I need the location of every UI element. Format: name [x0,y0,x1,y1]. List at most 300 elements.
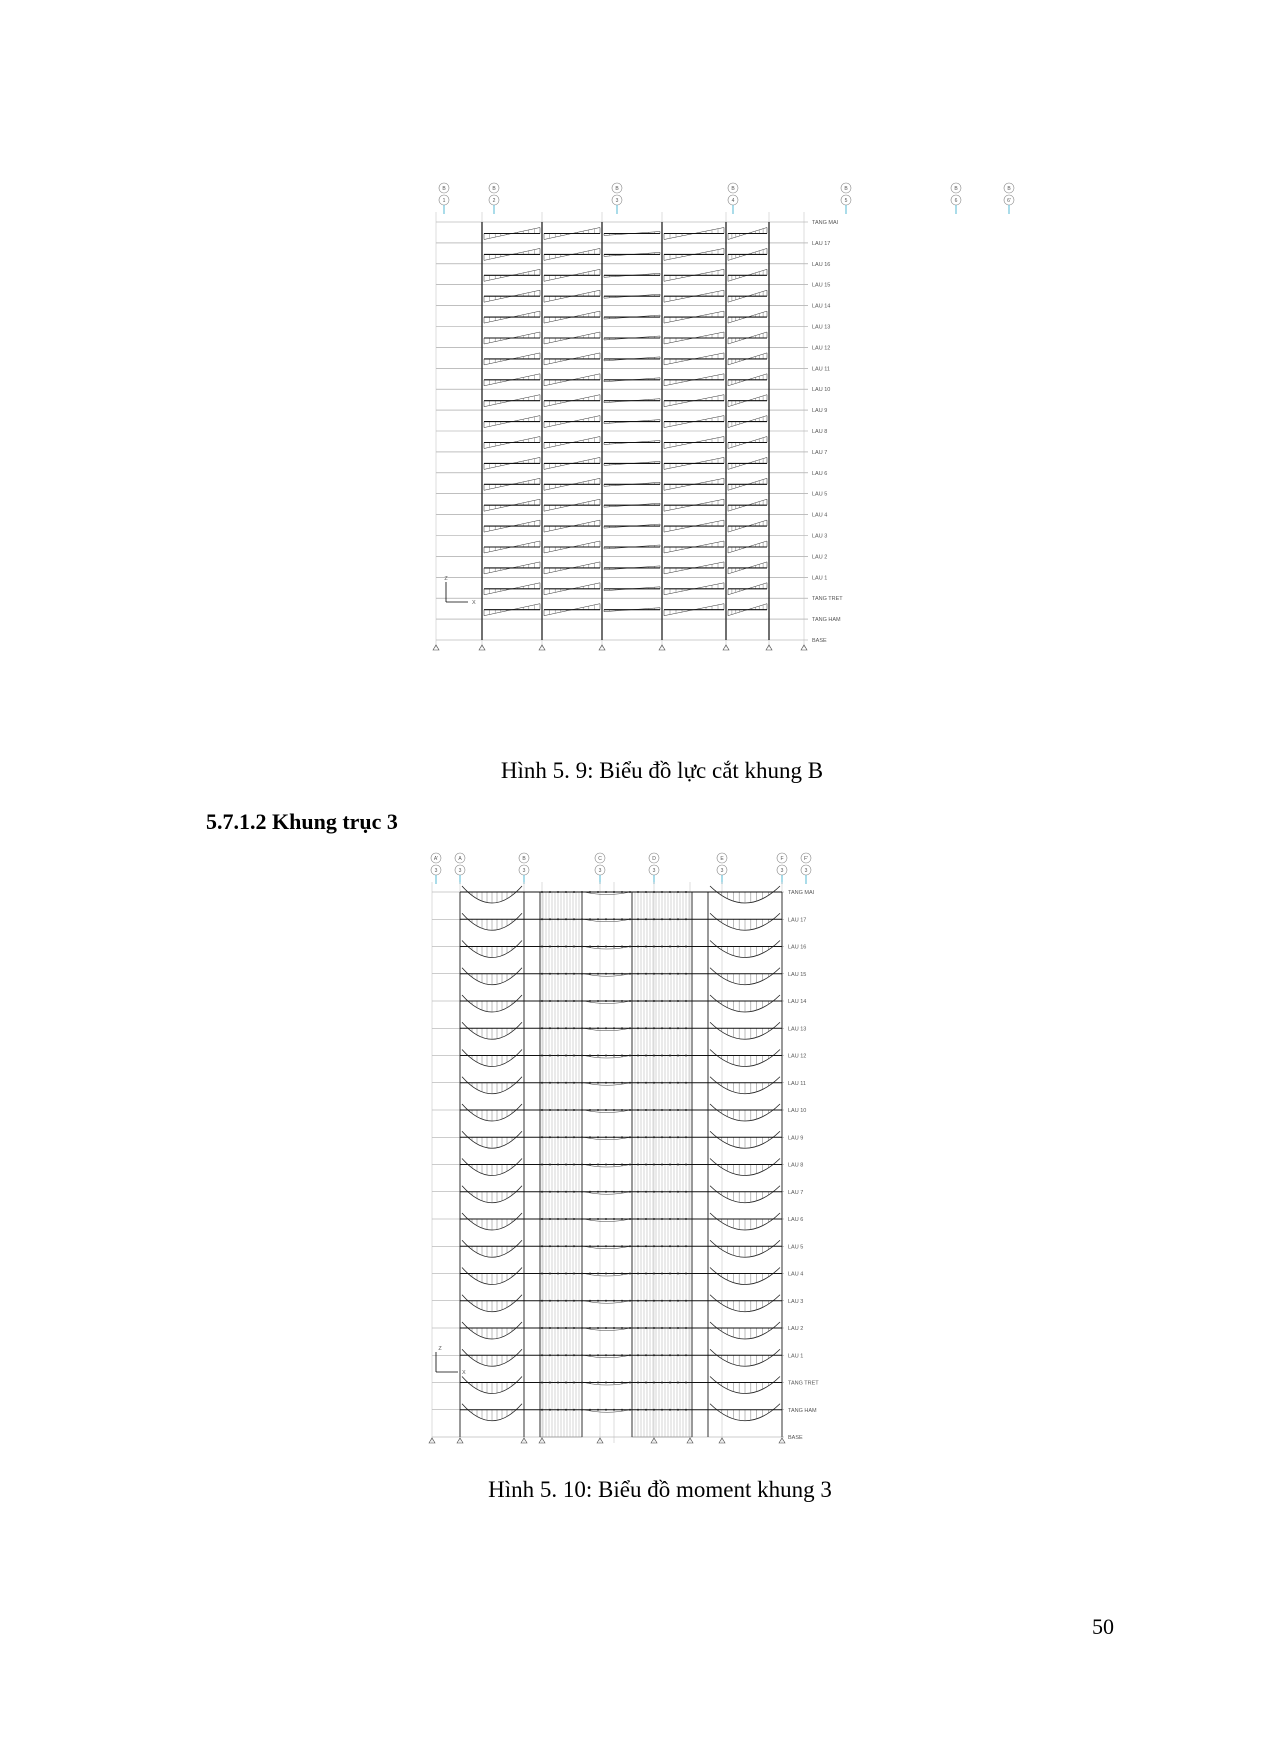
joint-dot [573,1218,575,1220]
joint-dot [629,1218,631,1220]
shear-force-diagram-frame-b [436,182,1011,724]
joint-dot [557,1000,559,1002]
joint-dot [573,1136,575,1138]
joint-dot [637,1245,639,1247]
floor-label: LAU 10 [812,387,831,394]
joint-dot [557,891,559,893]
floor-label: LAU 8 [788,1162,804,1169]
joint-dot [653,1245,655,1247]
joint-dot [637,1082,639,1084]
joint-dot [645,1218,647,1220]
joint-dot [621,1164,623,1166]
joint-dot [597,1382,599,1384]
floor-label: LAU 9 [812,408,828,415]
joint-dot [597,918,599,920]
joint-dot [613,1164,615,1166]
joint-dot [685,1164,687,1166]
grid-label: 3 [615,198,619,204]
joint-dot [589,918,591,920]
joint-dot [661,1354,663,1356]
joint-dot [605,1245,607,1247]
floor-label: LAU 6 [812,470,828,477]
joint-dot [645,946,647,948]
grid-bubble-letter: B [615,186,619,192]
joint-dot [685,1191,687,1193]
joint-dot [605,1109,607,1111]
joint-dot [557,1300,559,1302]
joint-dot [629,1136,631,1138]
joint-dot [677,1354,679,1356]
joint-dot [685,1409,687,1411]
joint-dot [637,1409,639,1411]
joint-dot [637,1382,639,1384]
joint-dot [621,891,623,893]
joint-dot [565,1082,567,1084]
joint-dot [685,946,687,948]
joint-dot [581,1136,583,1138]
joint-dot [661,1027,663,1029]
joint-dot [637,1300,639,1302]
axis-label: Z [438,1346,442,1352]
joint-dot [685,1245,687,1247]
joint-dot [677,1000,679,1002]
joint-dot [613,1354,615,1356]
joint-dot [589,1164,591,1166]
floor-label: BASE [788,1435,803,1441]
joint-dot [669,1300,671,1302]
joint-dot [661,1409,663,1411]
joint-dot [621,946,623,948]
joint-dot [541,1354,543,1356]
joint-dot [581,1354,583,1356]
grid-label: 5 [844,198,848,204]
section-heading: 5.7.1.2 Khung trục 3 [206,809,398,834]
joint-dot [549,946,551,948]
joint-dot [589,1027,591,1029]
joint-dot [645,1164,647,1166]
joint-dot [597,1000,599,1002]
joint-dot [637,1055,639,1057]
joint-dot [677,891,679,893]
joint-dot [685,1136,687,1138]
joint-dot [581,1000,583,1002]
joint-dot [669,1382,671,1384]
joint-dot [549,1273,551,1275]
floor-label: LAU 1 [788,1353,804,1360]
joint-dot [685,1354,687,1356]
joint-dot [677,1273,679,1275]
joint-dot [597,1191,599,1193]
joint-dot [541,1027,543,1029]
joint-dot [581,1409,583,1411]
joint-dot [629,1164,631,1166]
joint-dot [589,1000,591,1002]
joint-dot [677,918,679,920]
joint-dot [589,1409,591,1411]
floor-label: TANG TRET [812,596,843,603]
joint-dot [629,973,631,975]
joint-dot [669,1000,671,1002]
joint-dot [669,1055,671,1057]
joint-dot [613,918,615,920]
joint-dot [549,1300,551,1302]
joint-dot [573,1273,575,1275]
joint-dot [581,946,583,948]
joint-dot [541,918,543,920]
floor-label: TANG HAM [788,1407,817,1414]
joint-dot [637,1218,639,1220]
floor-label: LAU 17 [788,917,807,924]
floor-label: LAU 7 [788,1189,804,1196]
joint-dot [605,1136,607,1138]
joint-dot [637,1164,639,1166]
joint-dot [573,1245,575,1247]
joint-dot [661,1082,663,1084]
joint-dot [653,1191,655,1193]
joint-dot [685,973,687,975]
grid-bubble-number: 3 [652,868,656,874]
joint-dot [645,1382,647,1384]
joint-dot [573,891,575,893]
joint-dot [581,1082,583,1084]
joint-dot [645,1327,647,1329]
joint-dot [549,1027,551,1029]
joint-dot [637,946,639,948]
floor-label: LAU 4 [812,512,828,519]
joint-dot [597,1055,599,1057]
joint-dot [549,1218,551,1220]
joint-dot [653,1109,655,1111]
joint-dot [573,1027,575,1029]
joint-dot [557,1382,559,1384]
joint-dot [645,973,647,975]
joint-dot [573,1409,575,1411]
joint-dot [621,1027,623,1029]
joint-dot [645,1354,647,1356]
joint-dot [541,946,543,948]
joint-dot [645,1300,647,1302]
floor-label: LAU 15 [812,282,831,289]
joint-dot [653,946,655,948]
joint-dot [637,1191,639,1193]
joint-dot [621,1136,623,1138]
joint-dot [613,1327,615,1329]
joint-dot [685,1382,687,1384]
joint-dot [653,918,655,920]
grid-bubble-number: 3 [720,868,724,874]
joint-dot [597,1245,599,1247]
joint-dot [629,1300,631,1302]
joint-dot [613,1027,615,1029]
grid-bubble-letter: B [1007,186,1011,192]
joint-dot [581,918,583,920]
joint-dot [549,1136,551,1138]
joint-dot [661,1273,663,1275]
floor-label: LAU 16 [788,944,807,951]
joint-dot [565,1327,567,1329]
floor-label: LAU 13 [812,324,831,331]
joint-dot [565,1218,567,1220]
joint-dot [605,1354,607,1356]
floor-label: LAU 2 [812,554,828,561]
joint-dot [597,1409,599,1411]
joint-dot [573,1300,575,1302]
joint-dot [557,973,559,975]
joint-dot [549,1409,551,1411]
floor-label: LAU 10 [788,1108,807,1114]
joint-dot [605,1055,607,1057]
joint-dot [597,1164,599,1166]
joint-dot [549,1082,551,1084]
joint-dot [605,973,607,975]
joint-dot [565,1055,567,1057]
joint-dot [661,1164,663,1166]
joint-dot [653,1082,655,1084]
floor-label: LAU 3 [788,1298,804,1305]
moment-diagram-svg [432,852,892,1444]
joint-dot [597,1300,599,1302]
joint-dot [549,1055,551,1057]
joint-dot [653,1000,655,1002]
joint-dot [661,1245,663,1247]
joint-dot [677,1218,679,1220]
joint-dot [661,1300,663,1302]
joint-dot [541,973,543,975]
joint-dot [677,1055,679,1057]
joint-dot [613,1055,615,1057]
joint-dot [605,1218,607,1220]
joint-dot [589,946,591,948]
joint-dot [573,973,575,975]
joint-dot [549,891,551,893]
floor-label: LAU 5 [812,491,828,498]
joint-dot [565,1382,567,1384]
joint-dot [597,946,599,948]
grid-bubble-number: 3 [522,868,526,874]
joint-dot [613,891,615,893]
joint-dot [565,1409,567,1411]
joint-dot [637,918,639,920]
joint-dot [637,1354,639,1356]
joint-dot [613,1409,615,1411]
joint-dot [613,1382,615,1384]
joint-dot [613,946,615,948]
joint-dot [669,1164,671,1166]
joint-dot [565,1273,567,1275]
floor-label: LAU 14 [788,999,807,1005]
joint-dot [669,1218,671,1220]
joint-dot [629,1354,631,1356]
joint-dot [629,1109,631,1111]
joint-dot [541,1382,543,1384]
joint-dot [573,1082,575,1084]
floor-label: LAU 4 [788,1271,804,1278]
joint-dot [565,1300,567,1302]
joint-dot [685,1000,687,1002]
joint-dot [589,1300,591,1302]
joint-dot [613,1191,615,1193]
joint-dot [661,891,663,893]
joint-dot [621,1055,623,1057]
joint-dot [629,1027,631,1029]
shear-diagram-svg [436,182,1011,724]
joint-dot [621,1000,623,1002]
joint-dot [573,1000,575,1002]
floor-label: TANG TRET [788,1380,819,1387]
joint-dot [661,946,663,948]
floor-label: TANG MAI [788,890,815,896]
joint-dot [573,1055,575,1057]
joint-dot [565,891,567,893]
joint-dot [581,1382,583,1384]
floor-label: LAU 3 [812,533,828,540]
grid-label: 4 [731,198,735,204]
floor-label: LAU 13 [788,1026,807,1033]
joint-dot [549,1245,551,1247]
joint-dot [557,946,559,948]
joint-dot [589,1382,591,1384]
joint-dot [597,1327,599,1329]
floor-label: LAU 11 [788,1080,806,1087]
joint-dot [589,1136,591,1138]
grid-label: F [780,856,784,862]
joint-dot [621,973,623,975]
grid-bubble-letter: B [844,186,848,192]
joint-dot [557,1027,559,1029]
joint-dot [621,1218,623,1220]
joint-dot [613,1136,615,1138]
joint-dot [685,1055,687,1057]
joint-dot [669,1109,671,1111]
joint-dot [589,1191,591,1193]
joint-dot [613,1218,615,1220]
joint-dot [677,1300,679,1302]
joint-dot [581,1245,583,1247]
grid-label: A' [433,856,439,862]
joint-dot [677,1082,679,1084]
joint-dot [581,1191,583,1193]
joint-dot [645,1191,647,1193]
joint-dot [541,1055,543,1057]
joint-dot [621,918,623,920]
joint-dot [653,1300,655,1302]
joint-dot [581,1300,583,1302]
grid-label: C [598,856,602,862]
joint-dot [589,1218,591,1220]
grid-label: 6' [1007,198,1011,204]
joint-dot [541,1245,543,1247]
joint-dot [653,1327,655,1329]
joint-dot [581,1109,583,1111]
joint-dot [605,891,607,893]
floor-label: LAU 1 [812,575,828,582]
joint-dot [653,1055,655,1057]
joint-dot [669,973,671,975]
joint-dot [653,1027,655,1029]
grid-label: E [720,856,724,862]
joint-dot [661,1327,663,1329]
floor-label: LAU 8 [812,429,828,435]
grid-label: D [652,856,656,862]
joint-dot [669,891,671,893]
joint-dot [549,1000,551,1002]
joint-dot [541,1300,543,1302]
joint-dot [549,973,551,975]
joint-dot [605,918,607,920]
joint-dot [541,891,543,893]
joint-dot [589,973,591,975]
joint-dot [677,1327,679,1329]
joint-dot [549,1191,551,1193]
joint-dot [557,1409,559,1411]
joint-dot [629,1273,631,1275]
joint-dot [605,1300,607,1302]
floor-label: TANG MAI [812,220,839,226]
joint-dot [637,1109,639,1111]
joint-dot [581,1164,583,1166]
joint-dot [645,1000,647,1002]
joint-dot [637,1027,639,1029]
joint-dot [645,1055,647,1057]
joint-dot [541,1164,543,1166]
joint-dot [637,891,639,893]
joint-dot [613,1273,615,1275]
joint-dot [621,1382,623,1384]
joint-dot [645,1027,647,1029]
joint-dot [629,1382,631,1384]
joint-dot [653,891,655,893]
joint-dot [613,1300,615,1302]
joint-dot [565,1164,567,1166]
joint-dot [597,1109,599,1111]
joint-dot [613,1082,615,1084]
joint-dot [605,1327,607,1329]
joint-dot [621,1409,623,1411]
floor-label: BASE [812,638,827,644]
joint-dot [605,1273,607,1275]
grid-bubble-letter: B [954,186,958,192]
joint-dot [677,1109,679,1111]
grid-label: 2 [492,198,496,204]
joint-dot [669,1245,671,1247]
grid-bubble-number: 3 [780,868,784,874]
joint-dot [621,1082,623,1084]
joint-dot [605,1191,607,1193]
grid-label: F' [803,856,809,862]
joint-dot [597,1354,599,1356]
joint-dot [669,1354,671,1356]
joint-dot [645,1082,647,1084]
joint-dot [621,1109,623,1111]
joint-dot [637,1327,639,1329]
joint-dot [653,1136,655,1138]
joint-dot [541,1191,543,1193]
joint-dot [629,1082,631,1084]
joint-dot [669,1409,671,1411]
joint-dot [565,1000,567,1002]
joint-dot [637,973,639,975]
joint-dot [653,973,655,975]
joint-dot [541,1273,543,1275]
joint-dot [581,1027,583,1029]
joint-dot [589,1273,591,1275]
joint-dot [629,1245,631,1247]
joint-dot [653,1409,655,1411]
floor-label: LAU 16 [812,261,831,268]
joint-dot [637,1273,639,1275]
joint-dot [645,1273,647,1275]
joint-dot [685,1109,687,1111]
